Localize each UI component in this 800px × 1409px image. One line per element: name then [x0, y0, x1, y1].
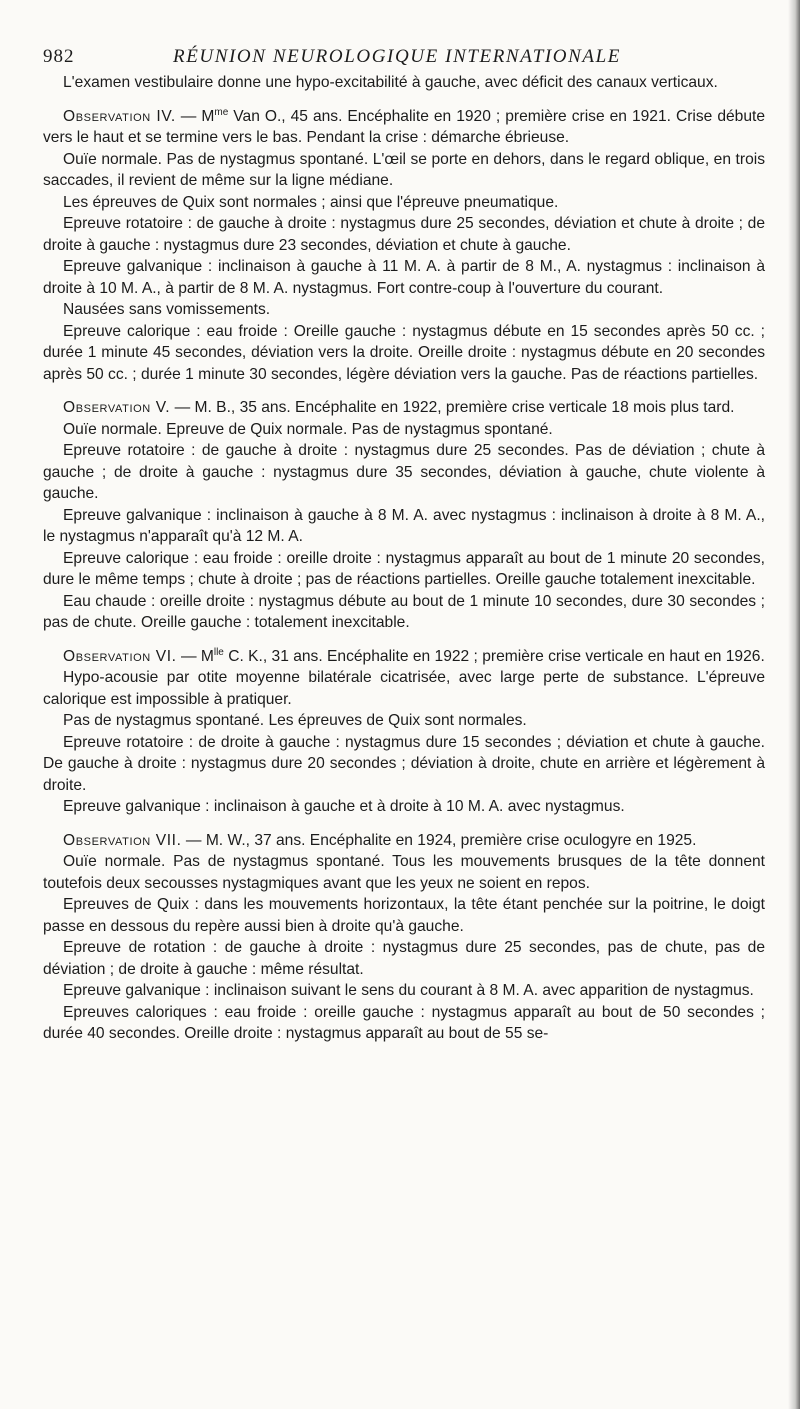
paragraph-text: Ouïe normale. Pas de nystagmus spontané. Tous les mouvements brusques de la tête donnent toutefois deux secousses nystagmiques avant que les yeux ne soient en repos.: [43, 853, 765, 892]
paragraph: [43, 149, 765, 192]
paragraph-text: Nausées sans vomissements.: [63, 301, 271, 318]
paragraph: [43, 548, 765, 591]
paragraph: [43, 321, 765, 386]
paragraph-text: C. K., 31 ans. Encéphalite en 1922 ; première crise verticale en haut en 1926.: [223, 647, 765, 665]
paragraph-text: Les épreuves de Quix sont normales ; ainsi que l'épreuve pneumatique.: [63, 193, 559, 211]
paragraph-text: Ouïe normale. Epreuve de Quix normale. Pas de nystagmus spontané.: [63, 420, 553, 438]
observation-label: Observation VII.: [63, 831, 182, 849]
paragraph-text: M. W., 37 ans. Encéphalite en 1924, première crise oculogyre en 1925.: [205, 831, 697, 849]
paragraph-text: M. B., 35 ans. Encéphalite en 1922, première crise verticale 18 mois plus tard.: [194, 399, 735, 416]
paragraph-text: Epreuve rotatoire : de gauche à droite : nystagmus dure 25 secondes, déviation et chute à droite ; de droite à gauche : nystagmus dure 23 secondes, déviation et chute à gauche.: [43, 215, 765, 254]
observation-prefix: —: [181, 831, 206, 849]
paragraph-text: Epreuve galvanique : inclinaison à gauche à 11 M. A. à partir de 8 M., A. nystagmus : inclinaison à droite à 10 M. A., à partir de 8 M. A. nystagmus. Fort contre-coup à l'ouverture du courant.: [43, 258, 765, 297]
book-page: [43, 38, 765, 1045]
paragraph-text: Epreuve galvanique : inclinaison suivant le sens du courant à 8 M. A. avec apparition de nystagmus.: [63, 982, 754, 999]
paragraph-text: Epreuves caloriques : eau froide : oreille gauche : nystagmus apparaît au bout de 50 secondes ; durée 40 secondes. Oreille droite : nystagmus apparaît au bout de 55 se-: [43, 1003, 765, 1042]
running-title: RÉUNION NEUROLOGIQUE INTERNATIONALE: [173, 46, 621, 67]
observation-prefix: — M: [176, 647, 214, 665]
paragraph-text: L'examen vestibulaire donne une hypo-excitabilité à gauche, avec déficit des canaux verticaux.: [63, 74, 718, 91]
paragraph-text: Ouïe normale. Pas de nystagmus spontané. L'œil se porte en dehors, dans le regard oblique, en trois saccades, il revient de même sur la ligne médiane.: [43, 150, 765, 189]
paragraph-text: Epreuve calorique : eau froide : oreille droite : nystagmus apparaît au bout de 1 minute 20 secondes, dure le même temps ; chute à droite ; pas de réactions partielles. Oreille gauche totalement inexcitable.: [43, 549, 765, 588]
paragraph-text: Epreuve calorique : eau froide : Oreille gauche : nystagmus débute en 15 secondes après 50 cc. ; durée 1 minute 45 secondes, déviation vers la droite. Oreille droite : nystagmus débute en 20 secondes après 50 cc. ; durée 1 minute 30 secondes, légère déviation vers la gauche. Pas de réactions partielles.: [43, 322, 765, 383]
paragraph-text: Epreuve de rotation : de gauche à droite : nystagmus dure 25 secondes, pas de chute, pas de déviation ; de droite à gauche : même résultat.: [43, 939, 765, 978]
paragraph: [43, 299, 765, 321]
observation-paragraph: [43, 646, 765, 668]
paragraph: [43, 851, 765, 894]
paragraph: [43, 937, 765, 980]
paragraph: [43, 256, 765, 299]
paragraph: [43, 796, 765, 818]
paragraph: [43, 419, 765, 441]
paragraph-text: Epreuve galvanique : inclinaison à gauche et à droite à 10 M. A. avec nystagmus.: [63, 798, 625, 815]
paragraph-text: Eau chaude : oreille droite : nystagmus débute au bout de 1 minute 10 secondes, dure 30 secondes ; pas de chute. Oreille gauche : totalement inexcitable.: [43, 592, 765, 631]
observation-prefix: —: [170, 399, 195, 416]
paragraph: [43, 710, 765, 732]
observation-paragraph: [43, 106, 765, 149]
observation-label: Observation V.: [63, 399, 171, 416]
paragraph-text: Hypo-acousie par otite moyenne bilatérale cicatrisée, avec large perte de substance. L'épreuve calorique est impossible à pratiquer.: [43, 669, 765, 708]
observation-paragraph: [43, 830, 765, 852]
paragraph: [43, 980, 765, 1002]
paragraph: [43, 591, 765, 634]
observation-prefix: — M: [175, 107, 215, 125]
paragraph: [43, 667, 765, 710]
body-text: [43, 72, 765, 1045]
observation-label: Observation VI.: [63, 647, 177, 665]
title-superscript: me: [214, 106, 229, 118]
running-header: [43, 38, 765, 72]
paragraph: [43, 894, 765, 937]
observation-label: Observation IV.: [63, 107, 176, 125]
paragraph-text: Epreuves de Quix : dans les mouvements horizontaux, la tête étant penchée sur la poitrine, le doigt passe en dessous du repère aussi bien à droite qu'à gauche.: [43, 896, 765, 935]
paragraph: [43, 1002, 765, 1045]
paragraph-text: Epreuve rotatoire : de gauche à droite : nystagmus dure 25 secondes. Pas de déviation ; chute à gauche ; de droite à gauche : nystagmus dure 35 secondes, déviation à gauche, chute violente à gauche.: [43, 442, 765, 502]
paragraph: [43, 72, 765, 94]
observation-paragraph: [43, 397, 765, 419]
paragraph: [43, 192, 765, 214]
paragraph: [43, 440, 765, 505]
page-edge-shadow: [788, 0, 800, 1409]
paragraph-text: Pas de nystagmus spontané. Les épreuves de Quix sont normales.: [63, 712, 527, 729]
paragraph-text: Epreuve rotatoire : de droite à gauche : nystagmus dure 15 secondes ; déviation et chute à gauche. De gauche à droite : nystagmus dure 20 secondes ; déviation à droite, chute en arrière et légèrement à droite.: [43, 733, 765, 794]
title-superscript: lle: [213, 646, 224, 658]
paragraph: [43, 213, 765, 256]
paragraph: [43, 732, 765, 797]
paragraph-text: Epreuve galvanique : inclinaison à gauche à 8 M. A. avec nystagmus : inclinaison à droite à 8 M. A., le nystagmus n'apparaît qu'à 12 M. A.: [43, 506, 765, 545]
paragraph-text: Van O., 45 ans. Encéphalite en 1920 ; première crise en 1921. Crise débute vers le haut et se termine vers le bas. Pendant la crise : démarche ébrieuse.: [43, 107, 766, 146]
page-number: 982: [43, 46, 75, 67]
paragraph: [43, 505, 765, 548]
